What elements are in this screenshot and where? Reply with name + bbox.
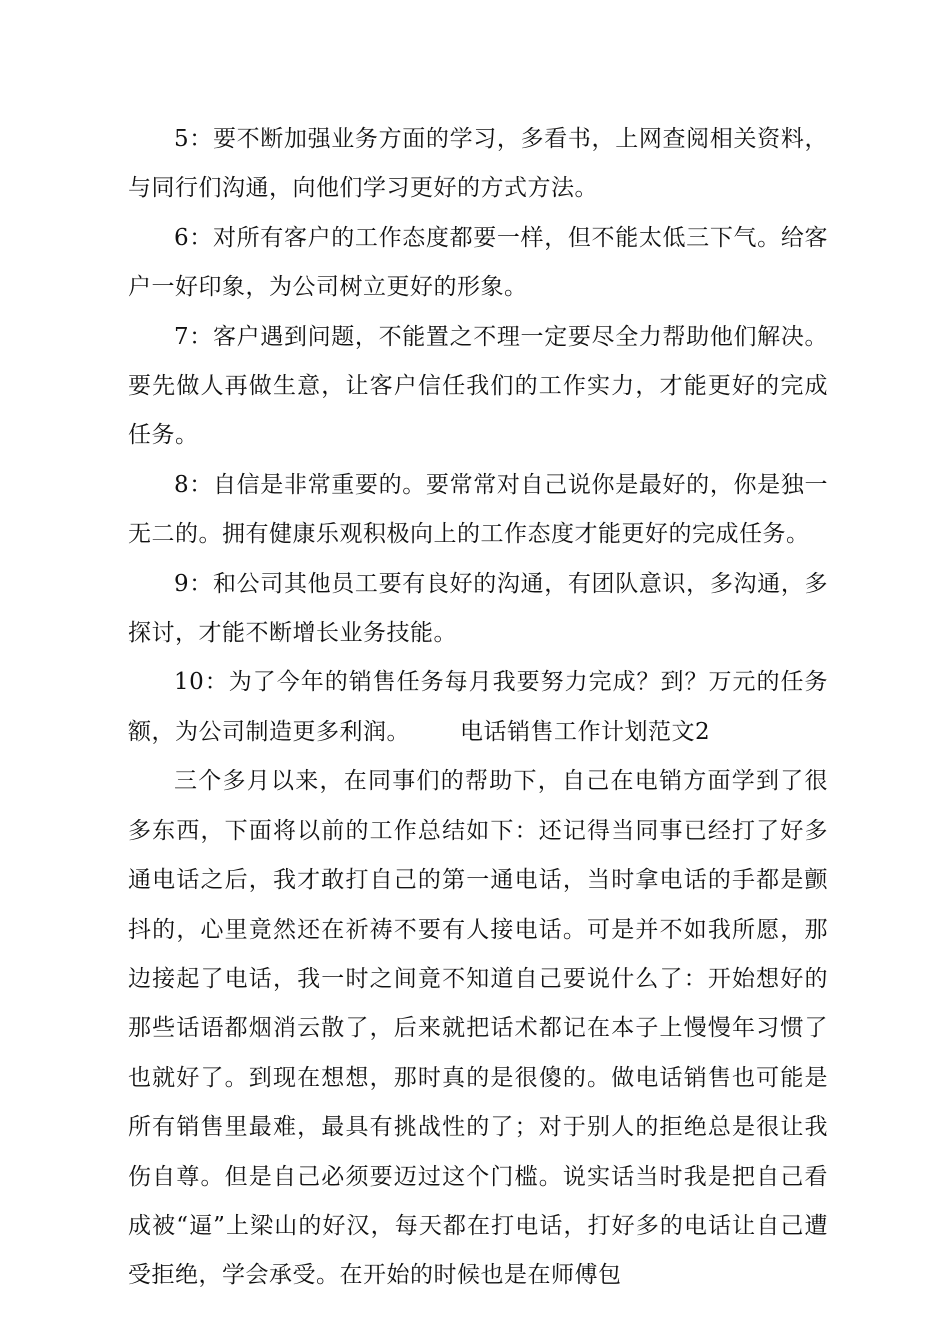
document-body (128, 115, 828, 1301)
paragraph-item-10 (128, 658, 828, 757)
paragraph-item-9: 9：和公司其他员工要有良好的沟通，有团队意识，多沟通，多探讨，才能不断增长业务技能。 (128, 570, 828, 647)
paragraph-item-7: 7：客户遇到问题，不能置之不理一定要尽全力帮助他们解决。要先做人再做生意，让客户信任我们的工作实力，才能更好的完成任务。 (128, 323, 828, 449)
paragraph-item-8: 8：自信是非常重要的。要常常对自己说你是最好的，你是独一无二的。拥有健康乐观积极向上的工作态度才能更好的完成任务。 (128, 471, 828, 548)
paragraph-item-6: 6：对所有客户的工作态度都要一样，但不能太低三下气。给客户一好印象，为公司树立更好的形象。 (128, 224, 828, 301)
paragraph-10-text: 10：为了今年的销售任务每月我要努力完成？到？万元的任务额，为公司制造更多利润。 (128, 669, 828, 745)
body-paragraph: 三个多月以来，在同事们的帮助下，自己在电销方面学到了很多东西，下面将以前的工作总结如下：还记得当同事已经打了好多通电话之后，我才敢打自己的第一通电话，当时拿电话的手都是颤抖的，心里竟然还在祈祷不要有人接电话。可是并不如我所愿，那边接起了电话，我一时之间竟不知道自己要说什么了：开始想好的那些话语都烟消云散了，后来就把话术都记在本子上慢慢年习惯了也就好了。到现在想想，那时真的是很傻的。做电话销售也可能是所有销售里最难，最具有挑战性的了；对于别人的拒绝总是很让我伤自尊。但是自己必须要迈过这个门槛。说实话当时我是把自己看成被“逼”上梁山的好汉，每天都在打电话，打好多的电话让自己遭受拒绝，学会承受。在开始的时候也是在师傅包 (128, 768, 828, 1289)
section-heading: 电话销售工作计划范文2 (460, 718, 711, 745)
paragraph-item-5: 5：要不断加强业务方面的学习，多看书，上网查阅相关资料，与同行们沟通，向他们学习更好的方式方法。 (128, 126, 828, 202)
